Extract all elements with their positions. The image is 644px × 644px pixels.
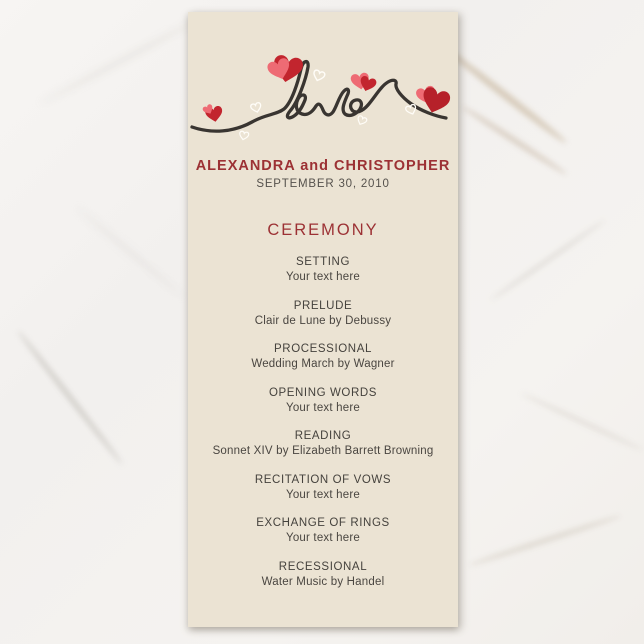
marble-vein: [40, 15, 205, 105]
ceremony-section: [188, 342, 458, 372]
marble-vein: [468, 513, 622, 567]
ceremony-section: [188, 255, 458, 285]
section-detail: Your text here: [286, 532, 360, 544]
marble-vein: [442, 45, 568, 146]
marble-vein: [520, 392, 644, 453]
heart-outline-icon: [356, 115, 368, 126]
ceremony-heading: CEREMONY: [267, 221, 379, 239]
section-title: PROCESSIONAL: [274, 343, 372, 355]
marble-vein: [16, 329, 125, 466]
section-title: SETTING: [295, 256, 351, 268]
section-detail: Water Music by Handel: [261, 575, 385, 588]
marble-vein: [75, 205, 185, 298]
section-title: PRELUDE: [293, 299, 353, 312]
section-title: EXCHANGE OF RINGS: [256, 517, 390, 529]
heart-outline-icon: [250, 102, 262, 113]
marble-vein: [461, 104, 569, 176]
section-detail: Sonnet XIV by Elizabeth Barrett Browning: [212, 445, 434, 457]
heart-outline-icon: [239, 131, 249, 141]
wedding-program-card: [188, 12, 458, 627]
section-title: RECITATION OF VOWS: [254, 473, 392, 486]
ceremony-section: [188, 386, 458, 416]
ceremony-section: [188, 516, 458, 546]
love-script-artwork: [188, 12, 458, 162]
heart-outline-icon: [312, 69, 325, 82]
section-title: RECESSIONAL: [278, 560, 368, 573]
wedding-date: SEPTEMBER 30, 2010: [256, 178, 390, 190]
ceremony-section: [188, 473, 458, 503]
couple-names: ALEXANDRA and CHRISTOPHER: [195, 158, 451, 174]
section-detail: Wedding March by Wagner: [251, 358, 395, 370]
ceremony-section: [188, 429, 458, 459]
section-detail: Your text here: [286, 488, 360, 501]
section-title: READING: [294, 430, 352, 442]
section-detail: Your text here: [286, 401, 360, 414]
section-detail: Clair de Lune by Debussy: [254, 314, 392, 327]
ceremony-section: [188, 299, 458, 329]
heart-outline-icon: [405, 104, 417, 116]
ceremony-sections: [188, 255, 458, 603]
ceremony-section: [188, 560, 458, 590]
section-title: OPENING WORDS: [268, 386, 378, 399]
marble-vein: [490, 218, 607, 302]
section-detail: Your text here: [286, 271, 360, 283]
